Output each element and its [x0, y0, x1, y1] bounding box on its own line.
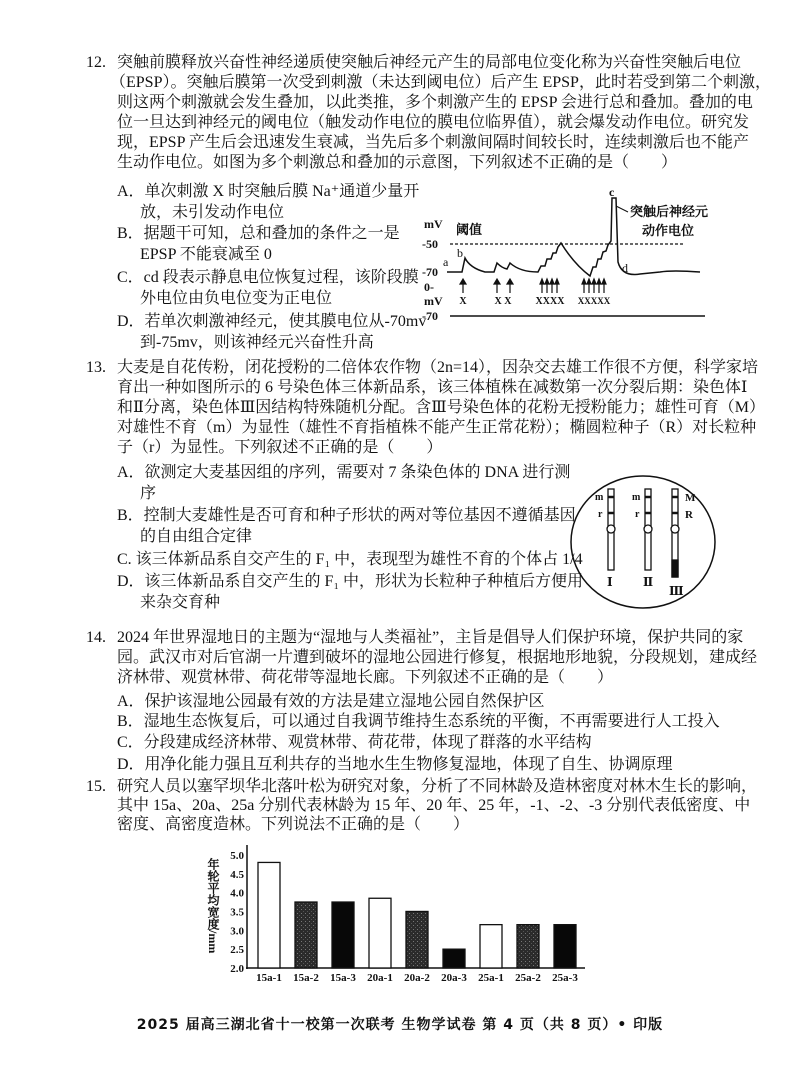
stem-line: 对雄性不育（m）为显性（雄性不育指植株不能产生正常花粉）；椭圆粒种子（R）对长粒种: [117, 419, 757, 436]
point-c: c: [609, 185, 615, 199]
point-d: d: [622, 261, 628, 275]
option-c-cont: 外电位由负电位变为正电位: [140, 290, 333, 307]
tick-minus-50: -50: [422, 237, 438, 251]
x-tick-label: 20a-1: [367, 972, 393, 984]
stem-line: 子（r）为显性。下列叙述不正确的是（ ）: [117, 439, 443, 456]
stem-line: 现，EPSP 产生后会迅速发生衰减，当先后多个刺激间隔时间较长时，连续刺激后也不能产: [117, 134, 749, 151]
option-b-cont: 的自由组合定律: [140, 528, 253, 545]
y-tick-label: 4.5: [230, 868, 244, 881]
option-a: A．欲测定大麦基因组的序列，需要对 7 条染色体的 DNA 进行测: [117, 464, 571, 481]
x-tick-label: 25a-2: [515, 972, 541, 984]
stem-line: 则这两个刺激就会发生叠加，以此类推，多个刺激产生的 EPSP 会进行总和叠加。叠加的电: [117, 94, 753, 111]
x-tick-label: 15a-1: [256, 972, 282, 984]
stimulus-label: X: [459, 296, 467, 307]
x-tick-label: 25a-3: [552, 972, 578, 984]
stem-line: 济林带、观赏林带、荷花带等湿地长廊。下列叙述不正确的是（ ）: [117, 669, 614, 686]
bar-20a-2: [406, 911, 428, 968]
x-tick-label: 15a-3: [330, 972, 356, 984]
option-a: A．单次刺激 X 时突触后膜 Na⁺通道少量开: [117, 183, 420, 200]
mv-axis-label: mV: [424, 217, 443, 231]
y-tick-label: 3.5: [230, 906, 244, 919]
tick-bottom-minus-70: -70: [422, 309, 438, 323]
gene-label: M: [685, 492, 696, 504]
option-a: A．保护该湿地公园最有效的方法是建立湿地公园自然保护区: [117, 693, 545, 710]
option-a-cont: 序: [140, 485, 157, 502]
tree-ring-width-chart: [200, 840, 600, 990]
tick-minus-70: -70: [422, 265, 438, 279]
leader-line: [616, 206, 628, 212]
option-c: C. 该三体新品系自交产生的 F₁ 中，表现型为雄性不育的个体占 1/4: [117, 551, 583, 568]
bar-25a-2: [517, 925, 539, 968]
option-b-cont: EPSP 不能衰减至 0: [140, 246, 272, 263]
stimulus-arrows: [460, 279, 606, 293]
chromosome-label: Ⅱ: [643, 575, 654, 589]
y-tick-label: 2.5: [230, 944, 244, 957]
gene-label: R: [685, 509, 693, 521]
chromosome-label: Ⅲ: [669, 584, 684, 598]
option-d: D．用净化能力强且互利共存的当地水生生物修复湿地，体现了自生、协调原理: [117, 756, 673, 773]
stem-line: 生动作电位。如图为多个刺激总和叠加的示意图，下列叙述不正确的是（ ）: [117, 154, 678, 171]
stem-line: 育出一种如图所示的 6 号染色体三体新品系，该三体植株在减数第一次分裂后期：染色体Ⅰ: [117, 379, 748, 396]
bar-20a-3: [443, 949, 465, 968]
stem-line: （EPSP）。突触后膜第一次受到刺激（未达到阈电位）后产生 EPSP，此时若受到第二个刺激，: [110, 74, 771, 91]
point-a: a: [443, 255, 449, 269]
option-d: D．若单次刺激神经元，使其膜电位从-70mv: [117, 313, 427, 330]
x-tick-label: 15a-2: [293, 972, 319, 984]
stimulus-label: XXXX: [535, 296, 565, 307]
option-b: B．据题干可知，总和叠加的条件之一是: [117, 225, 400, 242]
option-c: C．分段建成经济林带、观赏林带、荷花带，体现了群落的水平结构: [117, 734, 592, 751]
point-b: b: [457, 246, 463, 260]
bar-25a-1: [480, 925, 502, 968]
gene-label: m: [595, 492, 604, 503]
page-footer: 2025 届高三湖北省十一校第一次联考 生物学试卷 第 4 页（共 8 页）• 印版: [136, 1017, 664, 1033]
stem-line: 突触前膜释放兴奋性神经递质使突触后神经元产生的局部电位变化称为兴奋性突触后电位: [117, 54, 742, 71]
mv-axis-label-bottom: mV: [424, 294, 443, 308]
chromosome-3: [671, 489, 679, 577]
stem-line: 大麦是自花传粉，闭花授粉的二倍体农作物（2n=14），因杂交去雄工作很不方便，科学家培: [117, 359, 759, 376]
option-b: B．湿地生态恢复后，可以通过自我调节维持生态系统的平衡，不再需要进行人工投入: [117, 713, 720, 730]
chromosome-label: Ⅰ: [607, 575, 613, 589]
option-a-cont: 放，未引发动作电位: [140, 204, 285, 221]
bar-15a-3: [332, 902, 354, 968]
option-b: B．控制大麦雄性是否可育和种子形状的两对等位基因不遵循基因: [117, 507, 576, 524]
stem-line: 2024 年世界湿地日的主题为“湿地与人类福祉”，主旨是倡导人们保护环境，保护共同的家: [117, 629, 744, 646]
chromosome-1: [607, 489, 615, 570]
stem-line: 密度、高密度造林。下列说法不正确的是（ ）: [117, 816, 470, 833]
y-tick-label: 2.0: [230, 963, 244, 975]
chromosome-figure: [565, 470, 725, 615]
stem-line: 位一旦达到神经元的阈电位（触发动作电位的膜电位临界值），就会爆发动作电位。研究发: [117, 114, 750, 131]
x-tick-label: 25a-1: [478, 972, 504, 984]
y-axis-label: 年轮平均宽度/mm: [206, 858, 220, 954]
spike-label-1: 突触后神经元: [630, 204, 709, 219]
stem-line: 园。武汉市对后官湖一片遭到破坏的湿地公园进行修复，根据地形地貌，分段规划，建成经: [117, 649, 758, 666]
gene-label: r: [635, 509, 640, 520]
spike-label-2: 动作电位: [642, 223, 695, 238]
y-tick-label: 5.0: [230, 849, 244, 862]
stem-line: 其中 15a、20a、25a 分别代表林龄为 15 年、20 年、25 年，-1、-2、-3 分别代表低密度、中: [117, 797, 751, 814]
stem-line: 研究人员以塞罕坝华北落叶松为研究对象，分析了不同林龄及造林密度对林木生长的影响，: [117, 778, 758, 795]
x-tick-label: 20a-3: [441, 972, 467, 984]
option-d-cont: 来杂交育种: [140, 594, 221, 611]
bar-15a-1: [258, 862, 280, 968]
gene-label: m: [632, 492, 641, 503]
bar-20a-1: [369, 898, 391, 968]
question-number: 14.: [86, 629, 106, 646]
threshold-label: 阈值: [456, 222, 483, 237]
question-number: 12.: [86, 54, 106, 71]
stimulus-label: X X: [494, 296, 512, 307]
question-number: 15.: [86, 778, 106, 795]
bar-15a-2: [295, 902, 317, 968]
stem-line: 和Ⅱ分离，染色体Ⅲ因结构特殊随机分配。含Ⅲ号染色体的花粉无授粉能力；雄性可育（M）: [117, 399, 765, 416]
chromosome-2: [644, 489, 652, 570]
bar-25a-3: [554, 925, 576, 968]
stimulus-label: XXXXX: [577, 296, 611, 306]
tick-zero: 0-: [424, 280, 434, 294]
x-tick-label: 20a-2: [404, 972, 430, 984]
epsp-summation-figure: [400, 185, 720, 330]
option-d-cont: 到-75mv，则该神经元兴奋性升高: [140, 334, 374, 351]
option-c: C．cd 段表示静息电位恢复过程，该阶段膜: [117, 269, 419, 286]
question-number: 13.: [86, 359, 106, 376]
y-tick-label: 4.0: [230, 887, 244, 900]
y-tick-label: 3.0: [230, 925, 244, 938]
option-d: D．该三体新品系自交产生的 F₁ 中，形状为长粒种子种植后方便用: [117, 573, 584, 590]
gene-label: r: [598, 509, 603, 520]
